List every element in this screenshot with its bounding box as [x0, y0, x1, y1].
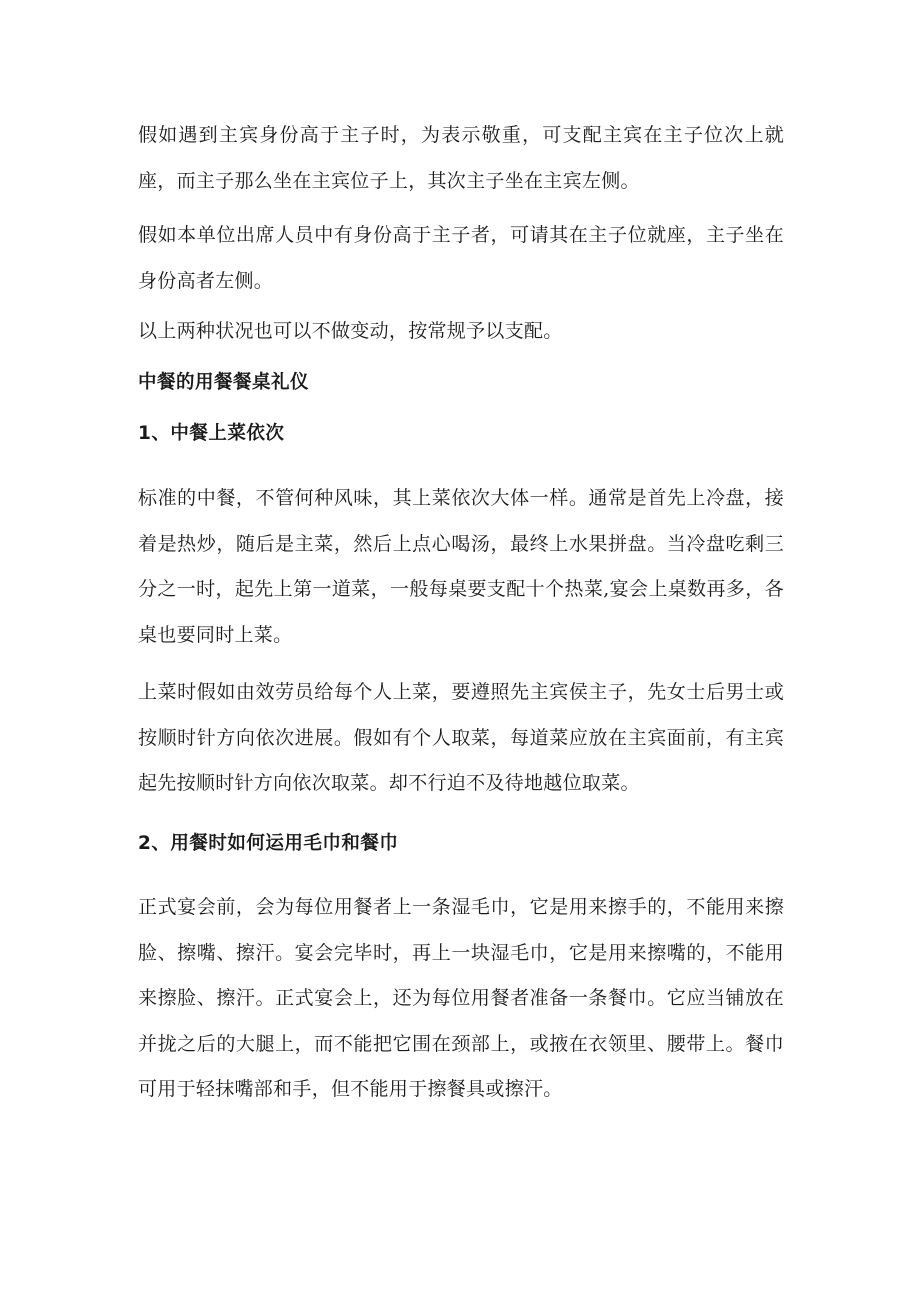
paragraph-host-seating-internal: 假如本单位出席人员中有身份高于主子者，可请其在主子位就座，主子坐在身份高者左侧。 [138, 224, 784, 292]
paragraph-serving-order: 标准的中餐，不管何种风味，其上菜依次大体一样。通常是首先上冷盘，接着是热炒，随后是主菜，然后上点心喝汤，最终上水果拼盘。当冷盘吃剩三分之一时，起先上第一道菜，一般每桌要支配十个热菜,宴会上桌数再多，各桌也要同时上菜。 [138, 487, 784, 646]
heading-serving-order: 1、中餐上菜依次 [138, 423, 285, 444]
paragraph-serving-etiquette: 上菜时假如由效劳员给每个人上菜，要遵照先主宾侯主子，先女士后男士或按顺时针方向依次进展。假如有个人取菜，每道菜应放在主宾面前，有主宾起先按顺时针方向依次取菜。却不行迫不及待地越位取菜。 [138, 681, 784, 794]
section-title: 中餐的用餐餐桌礼仪 [138, 372, 310, 393]
paragraph-towel-napkin: 正式宴会前，会为每位用餐者上一条湿毛巾，它是用来擦手的，不能用来擦脸、擦嘴、擦汗。宴会完毕时，再上一块湿毛巾，它是用来擦嘴的，不能用来擦脸、擦汗。正式宴会上，还为每位用餐者准备一条餐巾。它应当铺放在并拢之后的大腿上，而不能把它围在颈部上，或掖在衣领里、腰带上。餐巾可用于轻抹嘴部和手，但不能用于擦餐具或擦汗。 [138, 896, 784, 1100]
paragraph-seating-flexibility: 以上两种状况也可以不做变动，按常规予以支配。 [138, 320, 563, 342]
heading-towel-napkin: 2、用餐时如何运用毛巾和餐巾 [138, 833, 399, 854]
paragraph-host-seating-vip: 假如遇到主宾身份高于主子时，为表示敬重，可支配主宾在主子位次上就座，而主子那么坐在主宾位子上，其次主子坐在主宾左侧。 [138, 124, 784, 192]
